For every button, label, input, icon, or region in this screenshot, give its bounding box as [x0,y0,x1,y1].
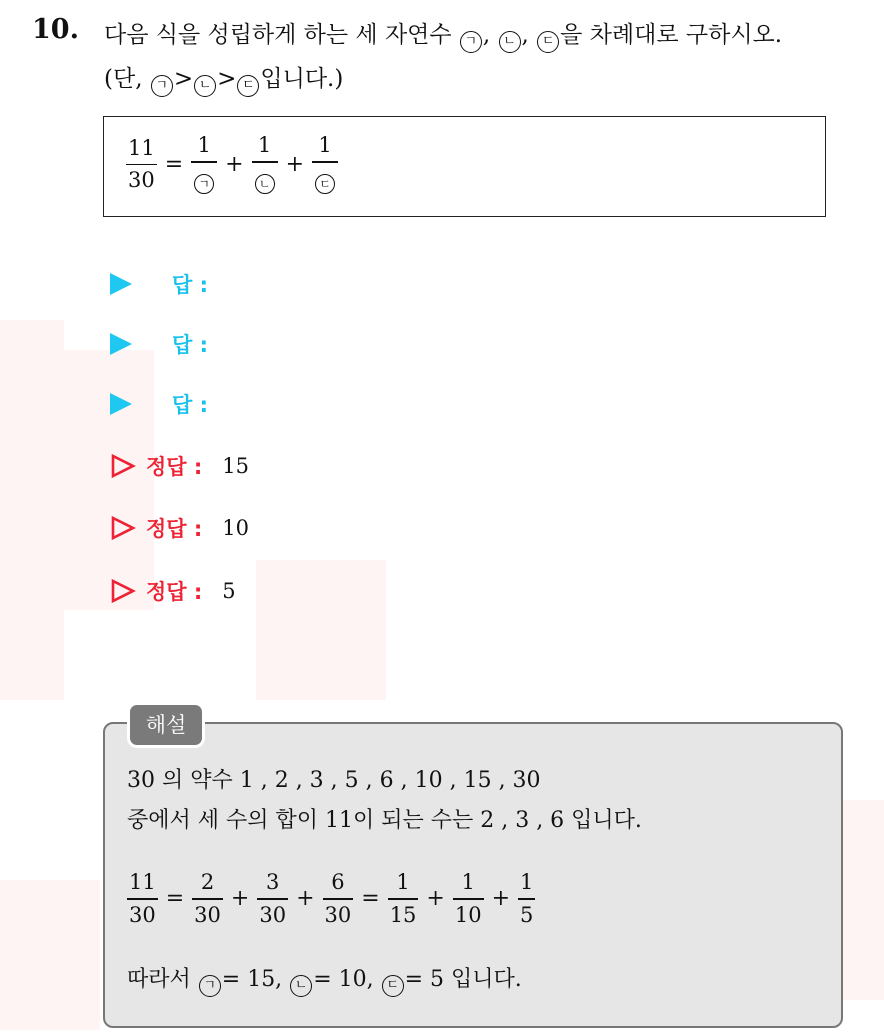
answer-label: 답 : [172,273,208,297]
circled-nieun: ㄴ [499,31,521,53]
circled-giyeok: ㄱ [460,31,482,53]
correct-answer-row [110,574,236,608]
fraction: $\frac{11}{30}$ [129,870,156,927]
play-triangle-icon [110,333,132,355]
answer-blank-row[interactable] [110,327,208,361]
fraction: $\frac{1}{15}$ [389,870,417,927]
question-number: 10. [32,14,79,45]
circled-digeut: ㄷ [382,975,404,997]
equation-box [103,116,826,217]
circled-giyeok: ㄱ [199,975,221,997]
question-line-1: 다음 식을 성립하게 하는 세 자연수 ㄱ , ㄴ , ㄷ 을 차례대로 구하시오. [104,16,782,53]
explanation-tag: 해설 [127,702,205,748]
correct-answer-value: 10 [222,516,250,540]
explanation-line-2: 중에서 세 수의 합이 11이 되는 수는 2 , 3 , 6 입니다. [127,808,642,833]
play-triangle-icon [110,273,132,295]
explanation-equation: $\frac{11}{30}$ = $\frac{2}{30}$ + $\frac{3}{30}$ + $\frac{6}{30}$ = $\frac{1}{15}$ + $\frac{1}{10}$ + $\frac{1}{5}$ [129,870,534,927]
answer-blank-row[interactable] [110,387,208,421]
fraction: $\frac{1}{10}$ [454,870,482,927]
background-blotch [0,320,64,700]
circled-digeut: ㄷ [237,75,259,97]
question-text: 다음 식을 성립하게 하는 세 자연수 [104,22,452,48]
circled-nieun: ㄴ [290,975,312,997]
outline-triangle-icon [110,453,136,479]
fraction: $\frac{1}{\text{ㄱ}}$ [191,135,217,194]
fraction: $\frac{6}{30}$ [324,870,352,927]
circled-nieun: ㄴ [255,174,275,194]
answer-blank-row[interactable] [110,267,208,301]
correct-answer-label: 정답 : [146,517,203,541]
question-text-end: 을 차례대로 구하시오. [560,22,783,48]
correct-answer-row [110,449,249,483]
correct-answer-value: 15 [222,454,250,478]
fraction: $\frac{2}{30}$ [194,870,221,927]
fraction: $\frac{1}{5}$ [520,870,534,927]
explanation-line-1: 30 의 약수 1 , 2 , 3 , 5 , 6 , 10 , 15 , 30 [127,768,541,793]
background-blotch [0,880,100,1030]
correct-answer-row [110,511,249,545]
correct-answer-value: 5 [222,579,236,603]
play-triangle-icon [110,393,132,415]
answer-label: 답 : [172,333,208,357]
fraction: $\frac{11}{30}$ [128,135,155,192]
circled-nieun: ㄴ [194,75,216,97]
circled-digeut: ㄷ [537,31,559,53]
correct-answer-label: 정답 : [146,455,203,479]
equation: $\frac{11}{30}$ = $\frac{1}{\text{ㄱ}}$ + $\frac{1}{\text{ㄴ}}$ + $\frac{1}{\text{ㄷ}}$ [126,135,338,194]
background-blotch [256,560,386,700]
explanation-conclusion: 따라서 ㄱ = 15, ㄴ = 10, ㄷ = 5 입니다. [127,962,522,997]
fraction: $\frac{1}{\text{ㄴ}}$ [252,135,278,194]
question-line-2: (단, ㄱ > ㄴ > ㄷ 입니다.) [104,60,343,97]
circled-giyeok: ㄱ [194,174,214,194]
outline-triangle-icon [110,515,136,541]
circled-digeut: ㄷ [315,174,335,194]
fraction: $\frac{1}{\text{ㄷ}}$ [312,135,338,194]
circled-giyeok: ㄱ [151,75,173,97]
fraction: $\frac{3}{30}$ [259,870,287,927]
correct-answer-label: 정답 : [146,580,203,604]
outline-triangle-icon [110,578,136,604]
answer-label: 답 : [172,393,208,417]
